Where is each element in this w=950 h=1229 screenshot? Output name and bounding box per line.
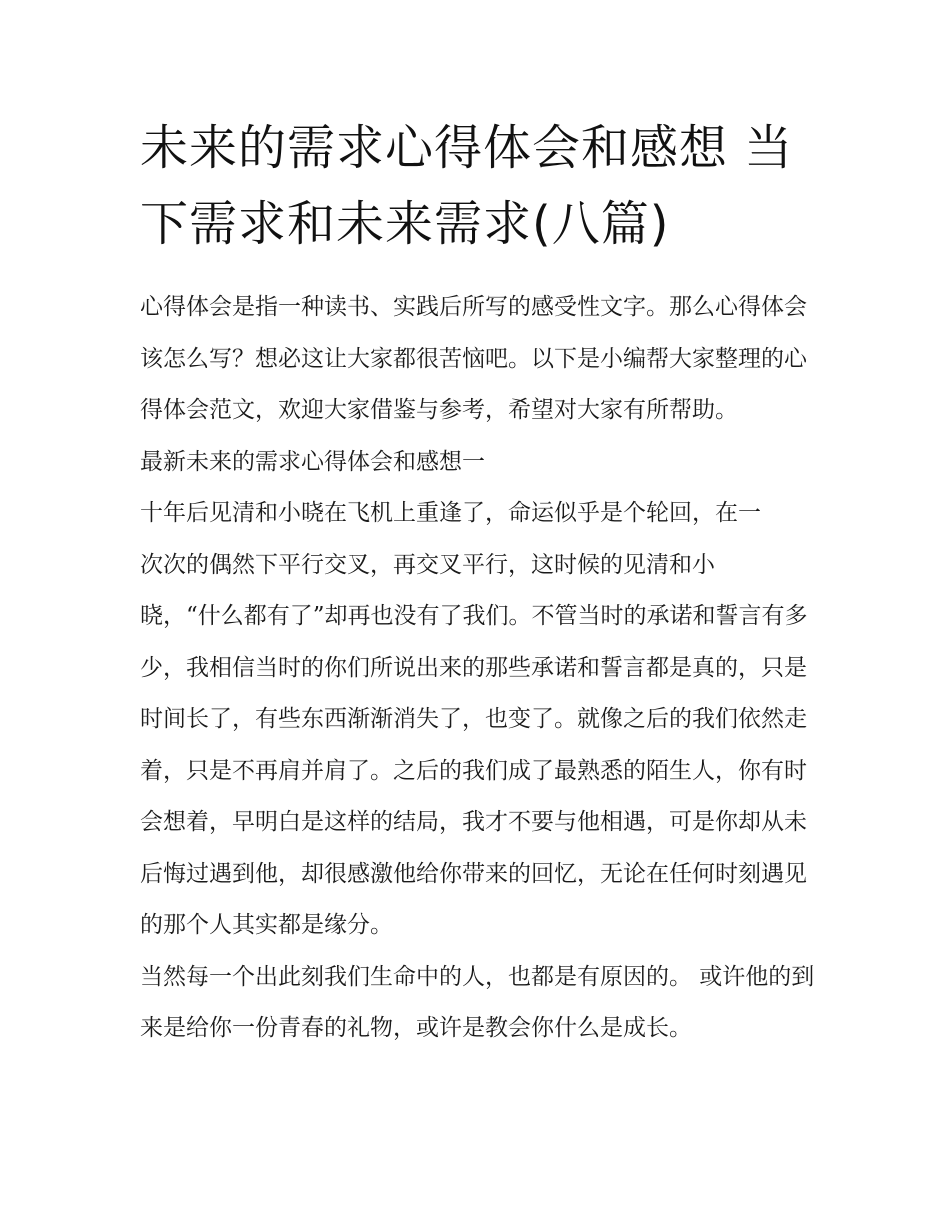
title-line-1: 未来的需求心得体会和感想 当 (140, 120, 794, 176)
document-page (140, 110, 815, 1055)
paragraph-2: 当然每一个出此刻我们生命中的人，也都是有原因的。 或许他的到来是给你一份青春的礼物，或许是教会你什么是成长。 (140, 963, 815, 1041)
paragraph-1-line-2: 次次的偶然下平行交叉，再交叉平行，这时候的见清和小 (140, 551, 715, 578)
paragraph-1-line-3: 晓，“什么都有了”却再也没有了我们。不管当时的承诺和誓言有多少，我相信当时的你们所说出来的那些承诺和誓言都是真的，只是时间长了，有些东西渐渐消失了，也变了。就像之后的我们依然走着，只是不再肩并肩了。之后的我们成了最熟悉的陌生人，你有时会想着，早明白是这样的结局，我才不要与他相遇，可是你却从未后悔过遇到他，却很感激他给你带来的回忆，无论在任何时刻遇见的那个人其实都是缘分。 (140, 603, 808, 938)
section-heading: 最新未来的需求心得体会和感想一 (140, 448, 485, 475)
title-line-2: 下需求和未来需求(八篇) (140, 196, 670, 252)
paragraph-1-line-1: 十年后见清和小晓在飞机上重逢了，命运似乎是个轮回，在一 (140, 500, 761, 526)
intro-paragraph: 心得体会是指一种读书、实践后所写的感受性文字。那么心得体会该怎么写？想必这让大家都很苦恼吧。以下是小编帮大家整理的心得体会范文，欢迎大家借鉴与参考，希望对大家有所帮助。 (140, 294, 807, 423)
document-body (140, 282, 815, 1055)
document-title (140, 110, 815, 262)
